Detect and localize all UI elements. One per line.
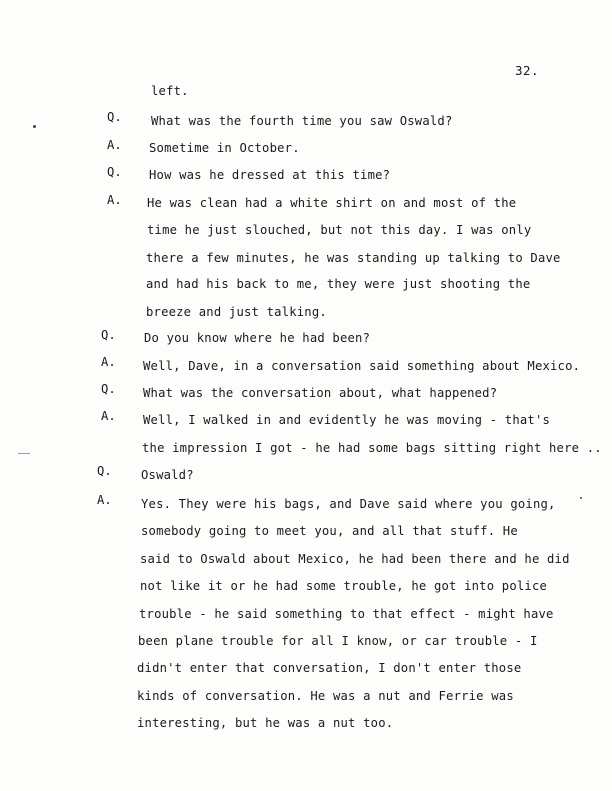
answer-marker: A. [97, 493, 112, 507]
question-marker: Q. [101, 328, 116, 342]
margin-mark [580, 497, 582, 499]
transcript-line: left. [151, 84, 189, 98]
transcript-line: Do you know where he had been? [144, 331, 371, 345]
transcript-line: didn't enter that conversation, I don't enter those [137, 661, 522, 675]
transcript-line: What was the conversation about, what happened? [143, 386, 498, 400]
margin-dash [18, 453, 30, 454]
transcript-line: Sometime in October. [149, 141, 300, 155]
answer-marker: A. [101, 355, 116, 369]
transcript-line: How was he dressed at this time? [149, 168, 391, 182]
margin-mark [33, 125, 36, 128]
transcript-line: Well, I walked in and evidently he was moving - that's [143, 413, 551, 427]
question-marker: Q. [97, 464, 112, 478]
answer-marker: A. [107, 138, 122, 152]
question-marker: Q. [107, 165, 122, 179]
question-marker: Q. [101, 382, 116, 396]
answer-marker: A. [101, 409, 116, 423]
transcript-line: Yes. They were his bags, and Dave said where you going, [141, 497, 556, 511]
transcript-line: breeze and just talking. [146, 305, 327, 319]
transcript-line: trouble - he said something to that effect - might have [139, 607, 554, 621]
transcript-line: kinds of conversation. He was a nut and Ferrie was [137, 689, 514, 703]
transcript-line: He was clean had a white shirt on and most of the [147, 196, 517, 210]
transcript-line: interesting, but he was a nut too. [137, 716, 394, 730]
transcript-line: somebody going to meet you, and all that stuff. He [141, 524, 518, 538]
answer-marker: A. [107, 193, 122, 207]
transcript-line: What was the fourth time you saw Oswald? [151, 114, 453, 128]
transcript-line: Well, Dave, in a conversation said something about Mexico. [143, 359, 581, 373]
transcript-line: not like it or he had some trouble, he got into police [140, 579, 548, 593]
transcript-line: been plane trouble for all I know, or car trouble - I [138, 634, 538, 648]
transcript-line: there a few minutes, he was standing up talking to Dave [146, 251, 561, 265]
transcript-line: time he just slouched, but not this day. I was only [147, 223, 532, 237]
page-number: 32. [515, 63, 540, 78]
transcript-line: Oswald? [141, 468, 194, 482]
transcript-line: the impression I got - he had some bags sitting right here .. [142, 441, 602, 455]
question-marker: Q. [107, 110, 122, 124]
transcript-line: said to Oswald about Mexico, he had been there and he did [140, 552, 570, 566]
transcript-line: and had his back to me, they were just shooting the [146, 277, 531, 291]
